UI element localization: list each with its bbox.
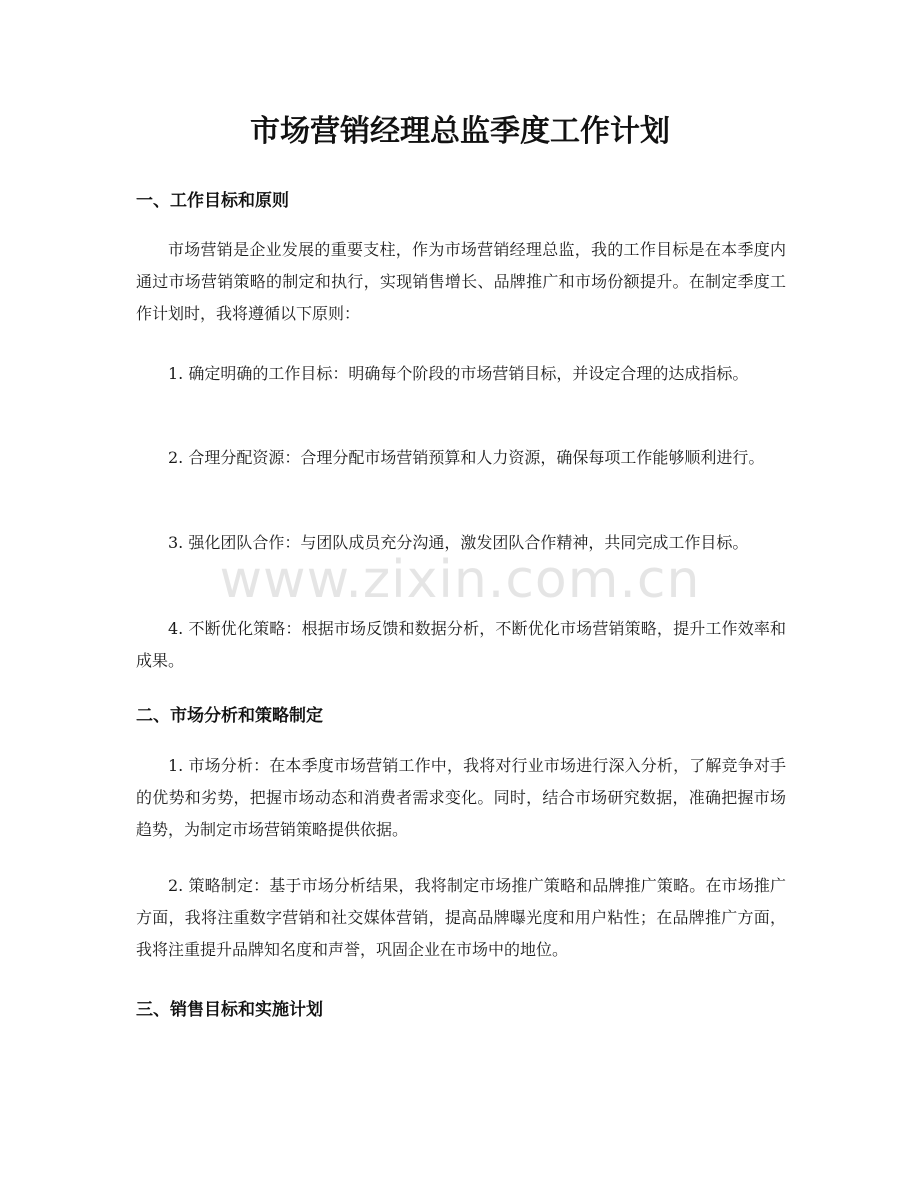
section-1-item-1: 1. 确定明确的工作目标：明确每个阶段的市场营销目标，并设定合理的达成指标。 xyxy=(168,364,749,383)
section-heading-1: 一、工作目标和原则 xyxy=(136,191,289,211)
watermark: www.zixin.com.cn xyxy=(219,550,701,610)
section-1-item-4: 4. 不断优化策略：根据市场反馈和数据分析，不断优化市场营销策略，提升工作效率和成果。 xyxy=(136,619,786,670)
document-title: 市场营销经理总监季度工作计划 xyxy=(250,114,670,149)
section-2-item-1: 1. 市场分析：在本季度市场营销工作中，我将对行业市场进行深入分析，了解竞争对手的优势和劣势，把握市场动态和消费者需求变化。同时，结合市场研究数据，准确把握市场趋势，为制定市场营销策略提供依据。 xyxy=(136,756,786,839)
section-1-item-2: 2. 合理分配资源：合理分配市场营销预算和人力资源，确保每项工作能够顺利进行。 xyxy=(168,448,765,467)
section-1-item-3: 3. 强化团队合作：与团队成员充分沟通，激发团队合作精神，共同完成工作目标。 xyxy=(168,533,749,552)
section-heading-2: 二、市场分析和策略制定 xyxy=(136,706,323,726)
section-2-item-2: 2. 策略制定：基于市场分析结果，我将制定市场推广策略和品牌推广策略。在市场推广方面，我将注重数字营销和社交媒体营销，提高品牌曝光度和用户粘性；在品牌推广方面，我将注重提升品牌知名度和声誉，巩固企业在市场中的地位。 xyxy=(136,876,786,959)
section-heading-3: 三、销售目标和实施计划 xyxy=(136,1000,323,1020)
section-1-intro: 市场营销是企业发展的重要支柱，作为市场营销经理总监，我的工作目标是在本季度内通过市场营销策略的制定和执行，实现销售增长、品牌推广和市场份额提升。在制定季度工作计划时，我将遵循以下原则： xyxy=(136,240,786,323)
